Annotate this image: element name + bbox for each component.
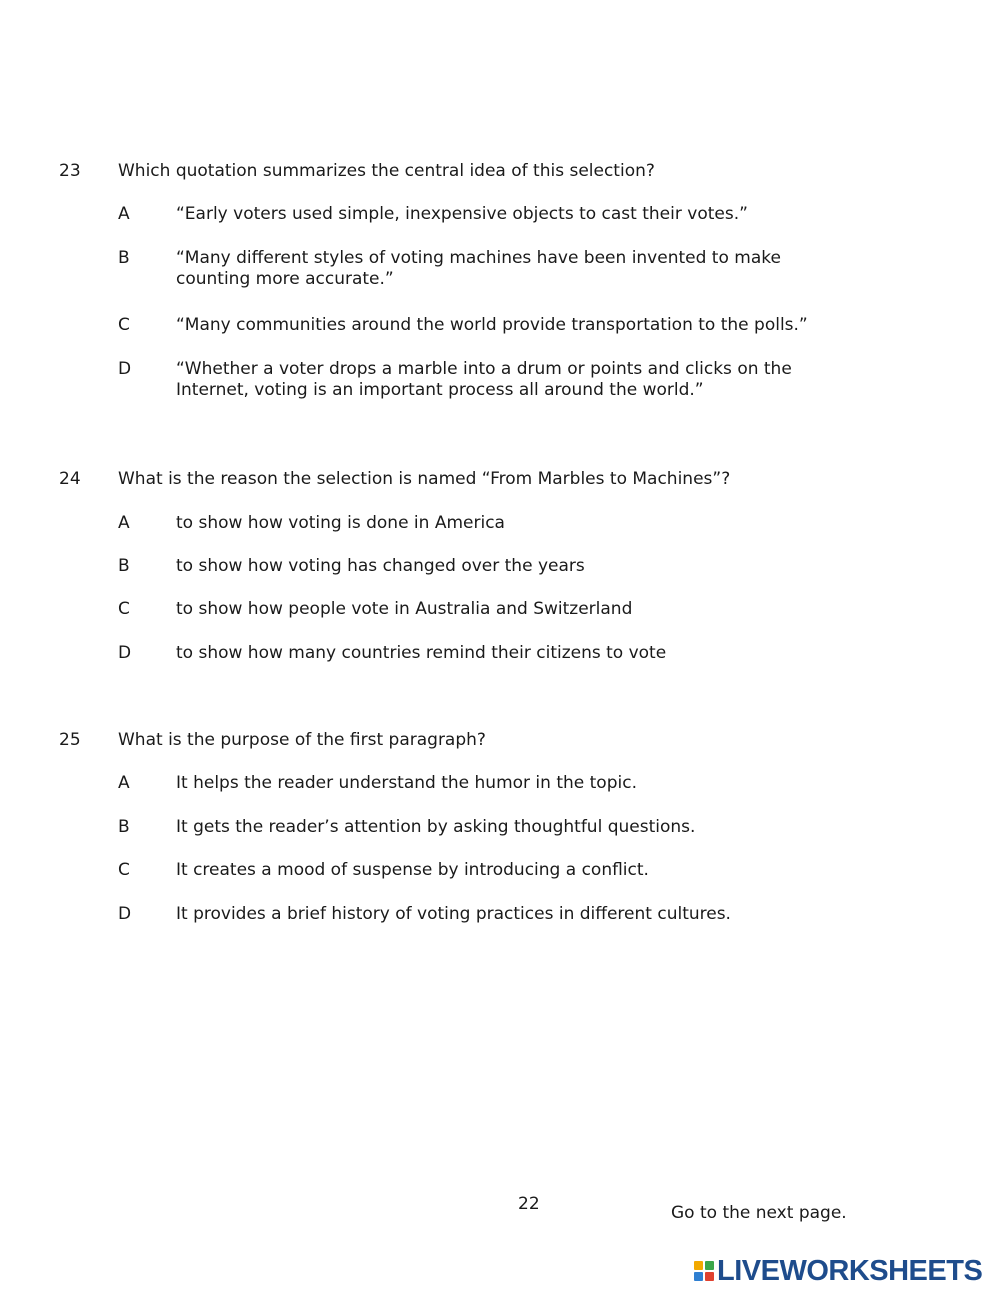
option-text: to show how voting has changed over the years (176, 556, 585, 576)
option-text: to show how voting is done in America (176, 513, 505, 533)
page-number: 22 (518, 1194, 540, 1214)
option-letter: A (118, 513, 130, 533)
option-letter: B (118, 817, 130, 837)
option-text: It helps the reader understand the humor in the topic. (176, 773, 637, 793)
option-text: It provides a brief history of voting practices in different cultures. (176, 904, 731, 924)
logo-block (705, 1272, 714, 1281)
option-text: “Early voters used simple, inexpensive objects to cast their votes.” (176, 204, 748, 224)
liveworksheets-logo[interactable] (694, 1256, 982, 1286)
option-letter: D (118, 359, 132, 379)
question-text: What is the reason the selection is named “From Marbles to Machines”? (118, 469, 731, 489)
option-letter: C (118, 315, 130, 335)
option-text: It creates a mood of suspense by introducing a conflict. (176, 860, 649, 880)
option-text: It gets the reader’s attention by asking thoughtful questions. (176, 817, 696, 837)
option-letter: A (118, 204, 130, 224)
option-letter: A (118, 773, 130, 793)
question-24 (0, 469, 1000, 490)
question-23 (0, 161, 1000, 182)
question-number: 23 (59, 161, 81, 181)
logo-block (694, 1272, 703, 1281)
option-letter: D (118, 904, 132, 924)
option-letter: B (118, 556, 130, 576)
next-page-text: Go to the next page. (671, 1203, 847, 1223)
option-text: to show how people vote in Australia and Switzerland (176, 599, 633, 619)
option-letter: B (118, 248, 130, 268)
question-text: Which quotation summarizes the central idea of this selection? (118, 161, 655, 181)
logo-block (705, 1261, 714, 1270)
option-text: to show how many countries remind their citizens to vote (176, 643, 667, 663)
logo-block (694, 1261, 703, 1270)
option-letter: D (118, 643, 132, 663)
option-letter: C (118, 860, 130, 880)
question-text: What is the purpose of the first paragraph? (118, 730, 486, 750)
option-letter: C (118, 599, 130, 619)
question-number: 25 (59, 730, 81, 750)
option-text: “Whether a voter drops a marble into a drum or points and clicks on the Internet, voting is an important process all around the world.” (176, 359, 792, 400)
logo-text: LIVEWORKSHEETS (717, 1255, 983, 1287)
option-text: “Many different styles of voting machines have been invented to make counting more accurate.” (176, 248, 781, 289)
option-text: “Many communities around the world provide transportation to the polls.” (176, 315, 808, 335)
question-25 (0, 730, 1000, 751)
question-number: 24 (59, 469, 81, 489)
logo-blocks-icon (694, 1261, 714, 1281)
